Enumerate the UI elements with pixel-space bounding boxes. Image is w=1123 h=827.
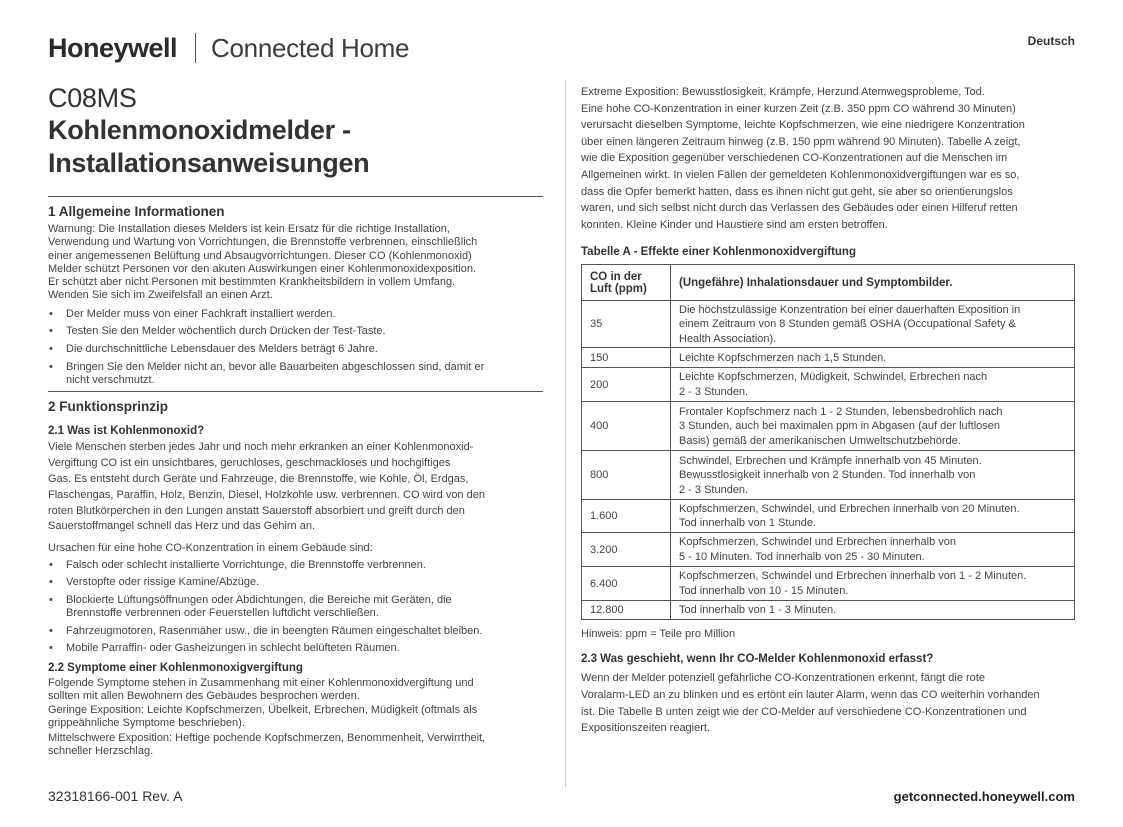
- table-row: [582, 402, 1075, 451]
- symptom-cell: Kopfschmerzen, Schwindel und Erbrechen innerhalb von 1 - 2 Minuten. Tod innerhalb von 10 - 15 Minuten.: [671, 567, 1075, 601]
- symptom-cell: Die höchstzulässige Konzentration bei einer dauerhaften Exposition in einem Zeitraum von 8 Stunden gemäß OSHA (Occupational Safety & Health Association).: [671, 301, 1075, 348]
- ppm-cell: 400: [582, 402, 671, 451]
- text-line: Eine hohe CO-Konzentration in einer kurzen Zeit (z.B. 350 ppm CO während 30 Minuten): [581, 102, 1016, 115]
- mild-exposure-text: [48, 704, 543, 731]
- model-number: C08MS: [48, 83, 137, 113]
- extreme-exposure-paragraph: [581, 84, 1075, 233]
- text-line: schneller Herzschlag.: [48, 744, 154, 757]
- list-item: • Fahrzeugmotoren, Rasenmäher usw., die in beengten Räumen eingeschaltet bleiben.: [49, 624, 483, 637]
- list-item: • Verstopfte oder rissige Kamine/Abzüge.: [49, 576, 260, 589]
- table-row: [582, 451, 1075, 500]
- text-line: Viele Menschen sterben jedes Jahr und noch mehr erkranken an einer Kohlenmonoxid-: [48, 441, 474, 454]
- symptom-cell: Leichte Kopfschmerzen, Müdigkeit, Schwindel, Erbrechen nach 2 - 3 Stunden.: [671, 368, 1075, 402]
- text-line: Folgende Symptome stehen in Zusammenhang mit einer Kohlenmonoxidvergiftung und: [48, 676, 474, 689]
- list-item: • Die durchschnittliche Lebensdauer des Melders beträgt 6 Jahre.: [49, 342, 378, 355]
- header-logo: [48, 30, 409, 66]
- text-line: wie die Exposition gegenüber verschiedenen CO-Konzentrationen auf die Menschen im: [581, 152, 1008, 165]
- left-column: [48, 82, 543, 758]
- title-divider: [48, 196, 543, 197]
- section-2-heading: 2 Funktionsprinzip: [48, 399, 168, 415]
- text-line: grippeähnliche Symptome beschrieben).: [48, 717, 245, 730]
- text-line: Flaschengas, Paraffin, Holz, Benzin, Diesel, Holzkohle usw. verbrennen. CO wird von den: [48, 488, 485, 501]
- text-line: konnten. Kleine Kinder und Haustiere sind am ersten betroffen.: [581, 218, 888, 231]
- brand-separator: [195, 33, 196, 63]
- list-item: • Mobile Parraffin- oder Gasheizungen in schlecht belüfteten Räumen.: [49, 642, 400, 655]
- symptom-cell: Kopfschmerzen, Schwindel und Erbrechen innerhalb von 5 - 10 Minuten. Tod innerhalb von 25 - 30 Minuten.: [671, 533, 1075, 567]
- table-row: [582, 301, 1075, 348]
- causes-intro: Ursachen für eine hohe CO-Konzentration in einem Gebäude sind:: [48, 542, 373, 555]
- ppm-cell: 200: [582, 368, 671, 402]
- language-label: Deutsch: [1027, 34, 1075, 48]
- ppm-cell: 35: [582, 301, 671, 348]
- list-item: • Bringen Sie den Melder nicht an, bevor alle Bauarbeiten abgeschlossen sind, damit er nicht verschmutzt.: [49, 360, 485, 386]
- text-line: Extreme Exposition: Bewusstlosigkeit, Krämpfe, Herzund Atemwegsprobleme, Tod.: [581, 86, 985, 98]
- subsection-2-3-paragraph: [581, 670, 1075, 736]
- section-1-heading: 1 Allgemeine Informationen: [48, 204, 225, 219]
- list-item: • Der Melder muss von einer Fachkraft installiert werden.: [49, 307, 336, 320]
- text-line: über einen längeren Zeitraum hinweg (z.B. 150 ppm während 90 Minuten). Tabelle A zeigt,: [581, 135, 1021, 148]
- ppm-cell: 1.600: [582, 500, 671, 533]
- symptom-cell: Leichte Kopfschmerzen nach 1,5 Stunden.: [671, 348, 1075, 368]
- text-line: Voralarm-LED an zu blinken und es ertönt ein lauter Alarm, wenn das CO weiterhin vorhanden: [581, 688, 1040, 701]
- table-row: [582, 601, 1075, 620]
- text-line: Sauerstoffmangel schnell das Herz und das Gehirn an.: [48, 520, 316, 533]
- symptom-cell: Frontaler Kopfschmerz nach 1 - 2 Stunden, lebensbedrohlich nach 3 Stunden, auch bei maximalen ppm in Abgasen (auf der luftlosen Basis) gemäß der amerikanischen Umweltschutzbehörde.: [671, 402, 1075, 451]
- table-row: [582, 533, 1075, 567]
- text-line: Allgemeinen wirkt. In vielen Fällen der gemeldeten Kohlenmonoxidvergiftungen war es so,: [581, 168, 1020, 181]
- symptom-cell: Schwindel, Erbrechen und Krämpfe innerhalb von 45 Minuten. Bewusstlosigkeit innerhalb von 2 Stunden. Tod innerhalb von 2 - 3 Stunden.: [671, 451, 1075, 500]
- ppm-cell: 12.800: [582, 601, 671, 620]
- document-title-line-2: Installationsanweisungen: [48, 148, 370, 178]
- subsection-2-3-heading: 2.3 Was geschieht, wenn Ihr CO-Melder Kohlenmonoxid erfasst?: [581, 653, 934, 666]
- symptom-cell: Tod innerhalb von 1 - 3 Minuten.: [671, 601, 1075, 620]
- text-line: roten Blutkörperchen in den Lungen anstatt Sauerstoff absorbiert und greift durch den: [48, 504, 465, 517]
- table-header-row: [582, 265, 1075, 301]
- subsection-2-1-paragraph: [48, 440, 543, 535]
- table-row: [582, 368, 1075, 402]
- text-line: Gas. Es entsteht durch Geräte und Fahrzeuge, die Brennstoffe, wie Kohle, Öl, Erdgas,: [48, 473, 469, 486]
- section-divider: [48, 391, 543, 392]
- symptom-cell: Kopfschmerzen, Schwindel, und Erbrechen innerhalb von 20 Minuten. Tod innerhalb von 1 Stunde.: [671, 500, 1075, 533]
- ppm-cell: 800: [582, 451, 671, 500]
- list-item: • Blockierte Lüftungsöffnungen oder Abdichtungen, die Bereiche mit Geräten, die Brennstoffe verbrennen oder Feuerstellen luftdicht verschließen.: [49, 593, 452, 620]
- text-line: dass die Opfer bemerkt hatten, dass es ihnen nicht gut geht, sie aber so orientierungslos: [581, 185, 1013, 198]
- text-line: Expositionszeiten reagiert.: [581, 722, 711, 735]
- table-note: Hinweis: ppm = Teile pro Million: [581, 628, 736, 641]
- table-a-caption: Tabelle A - Effekte einer Kohlenmonoxidvergiftung: [581, 246, 856, 259]
- section-1-bullet-list: [48, 308, 543, 387]
- header-cell-symptoms: (Ungefähre) Inhalationsdauer und Symptombilder.: [671, 265, 1075, 301]
- right-column: [581, 84, 1075, 737]
- table-a: [581, 264, 1075, 620]
- text-line: Melder schützt Personen vor den akuten Auswirkungen einer Kohlenmonoxidexposition.: [48, 262, 477, 275]
- subsection-2-2-heading: 2.2 Symptome einer Kohlenmonoxigvergiftung: [48, 661, 303, 674]
- text-line: Wenden Sie sich im Zweifelsfall an einen Arzt.: [48, 289, 273, 302]
- table-row: [582, 348, 1075, 368]
- causes-list: [48, 559, 543, 656]
- document-title-line-1: Kohlenmonoxidmelder -: [48, 115, 351, 145]
- website-link[interactable]: getconnected.honeywell.com: [893, 789, 1075, 804]
- text-line: sollten mit allen Bewohnern des Gebäudes besprochen werden.: [48, 689, 360, 702]
- ppm-cell: 3.200: [582, 533, 671, 567]
- text-line: Verwendung und Wartung von Vorrichtungen, die Brennstoffe verbrennen, einschließlich: [48, 236, 478, 249]
- list-item: • Testen Sie den Melder wöchentlich durch Drücken der Test-Taste.: [49, 325, 386, 338]
- list-item: • Falsch oder schlecht installierte Vorrichtunge, die Brennstoffe verbrennen.: [49, 558, 426, 571]
- subbrand-name: Connected Home: [211, 32, 410, 63]
- document-number: 32318166-001 Rev. A: [48, 788, 183, 804]
- moderate-exposure-text: [48, 732, 543, 759]
- subsection-2-1-heading: 2.1 Was ist Kohlenmonoxid?: [48, 425, 205, 438]
- text-line: ist. Die Tabelle B unten zeigt wie der CO-Melder auf verschiedene CO-Konzentrationen und: [581, 705, 1027, 718]
- table-row: [582, 500, 1075, 533]
- ppm-cell: 150: [582, 348, 671, 368]
- text-line: Warnung: Die Installation dieses Melders ist kein Ersatz für die richtige Installation,: [48, 223, 450, 235]
- header-cell-ppm: CO in der Luft (ppm): [582, 265, 671, 301]
- symptoms-intro: [48, 677, 543, 704]
- ppm-cell: 6.400: [582, 567, 671, 601]
- text-line: Vergiftung CO ist ein unsichtbares, geruchloses, geschmackloses und hochgiftiges: [48, 457, 451, 470]
- brand-logo: Honeywell: [48, 32, 178, 63]
- text-line: einer angemessenen Belüftung und Absaugvorrichtungen. Dieser CO (Kohlenmonoxid): [48, 249, 472, 262]
- text-line: Geringe Exposition: Leichte Kopfschmerzen, Übelkeit, Erbrechen, Müdigkeit (oftmals als: [48, 704, 478, 717]
- text-line: verursacht dieselben Symptome, leichte Kopfschmerzen, wie eine niedrigere Konzentration: [581, 119, 1025, 132]
- text-line: Er schützt aber nicht Personen mit bestimmten Krankheitsbildern in vollem Umfang.: [48, 276, 456, 289]
- text-line: waren, und sich selbst nicht durch das Verlassen des Gebäudes oder einen Hilferuf retten: [581, 202, 1018, 215]
- text-line: Wenn der Melder potenziell gefährliche CO-Konzentrationen erkennt, fängt die rote: [581, 672, 985, 685]
- table-row: [582, 567, 1075, 601]
- text-line: Mittelschwere Exposition: Heftige pochende Kopfschmerzen, Benommenheit, Verwirrtheit,: [48, 731, 486, 744]
- section-1-paragraph: [48, 223, 543, 303]
- column-divider: [565, 80, 566, 787]
